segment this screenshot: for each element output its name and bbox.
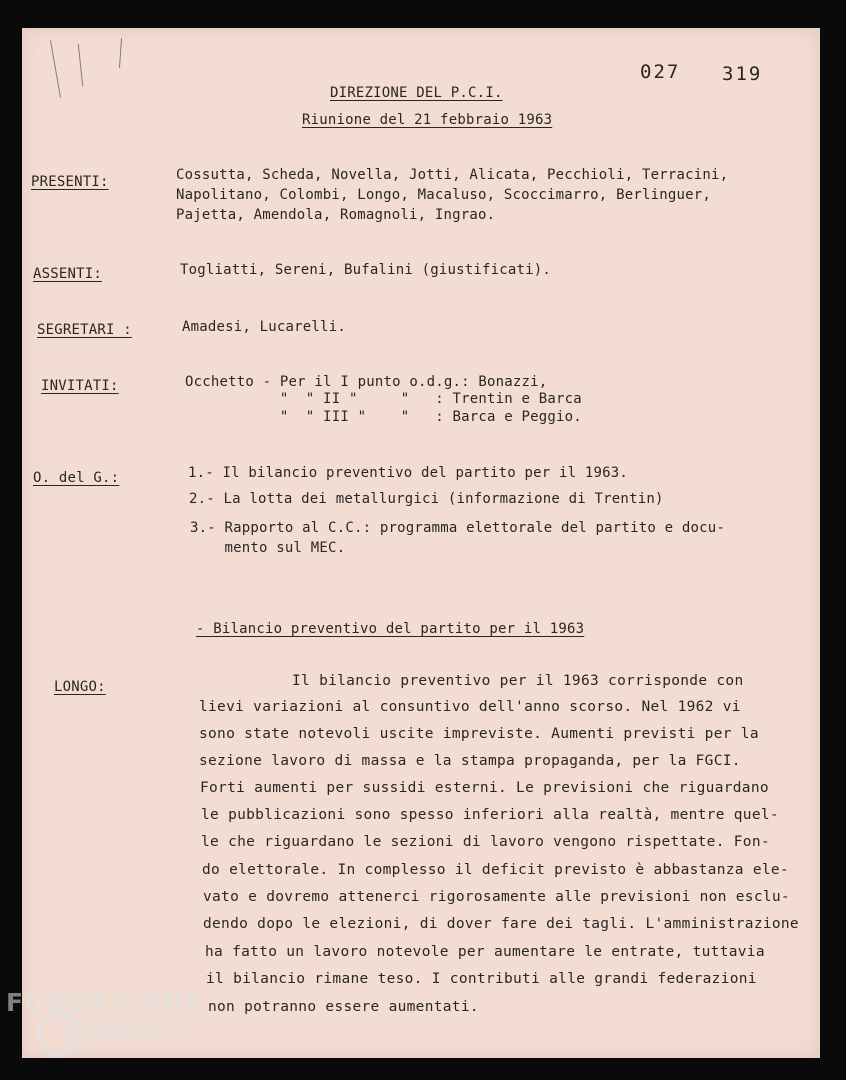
invitati-line: " " II " " : Trentin e Barca xyxy=(185,391,582,407)
odg-item: mento sul MEC. xyxy=(190,540,346,556)
body-line: Forti aumenti per sussidi esterni. Le previsioni che riguardano xyxy=(200,780,769,796)
body-line: ha fatto un lavoro notevole per aumentare le entrate, tuttavia xyxy=(205,944,765,960)
body-line: le pubblicazioni sono spesso inferiori alla realtà, mentre quel- xyxy=(201,807,779,823)
odg-item: 1.- Il bilancio preventivo del partito per il 1963. xyxy=(188,465,629,481)
invitati-label: INVITATI: xyxy=(41,378,119,394)
document-title: DIREZIONE DEL P.C.I. xyxy=(330,85,503,101)
body-line: non potranno essere aumentati. xyxy=(208,999,479,1015)
archive-number-right: 319 xyxy=(722,63,763,85)
body-line: Il bilancio preventivo per il 1963 corrisponde con xyxy=(292,673,744,689)
segretari-text: Amadesi, Lucarelli. xyxy=(182,319,346,335)
odg-item: 2.- La lotta dei metallurgici (informazione di Trentin) xyxy=(189,491,664,507)
presenti-line: Napolitano, Colombi, Longo, Macaluso, Scoccimarro, Berlinguer, xyxy=(176,187,711,203)
watermark-line1: FONDAZIONE xyxy=(6,988,203,1017)
body-line: lievi variazioni al consuntivo dell'anno scorso. Nel 1962 vi xyxy=(199,699,741,715)
speaker-label: LONGO: xyxy=(54,679,106,695)
watermark-line2: RAMSCI xyxy=(66,1018,182,1047)
body-line: sono state notevoli uscite impreviste. Aumenti previsti per la xyxy=(199,726,759,742)
body-line: il bilancio rimane teso. I contributi alle grandi federazioni xyxy=(206,971,757,987)
archive-number-left: 027 xyxy=(640,61,681,83)
segretari-label: SEGRETARI : xyxy=(37,322,132,338)
odg-label: O. del G.: xyxy=(33,470,120,486)
body-line: dendo dopo le elezioni, di dover fare dei tagli. L'amministrazione xyxy=(203,916,799,932)
presenti-label: PRESENTI: xyxy=(31,174,109,190)
section-heading-text: - Bilancio preventivo del partito per il 1963 xyxy=(196,621,585,637)
presenti-line: Pajetta, Amendola, Romagnoli, Ingrao. xyxy=(176,207,496,223)
body-line: sezione lavoro di massa e la stampa propaganda, per la FGCI. xyxy=(199,753,741,769)
presenti-line: Cossutta, Scheda, Novella, Jotti, Alicata, Pecchioli, Terracini, xyxy=(176,167,729,183)
invitati-line: " " III " " : Barca e Peggio. xyxy=(185,409,582,425)
meeting-date: Riunione del 21 febbraio 1963 xyxy=(302,112,553,128)
assenti-label: ASSENTI: xyxy=(33,266,103,282)
odg-item: 3.- Rapporto al C.C.: programma elettorale del partito e docu- xyxy=(190,520,725,536)
section-heading xyxy=(196,619,584,639)
body-line: le che riguardano le sezioni di lavoro vengono rispettate. Fon- xyxy=(201,834,770,850)
invitati-line: Occhetto - Per il I punto o.d.g.: Bonazzi, xyxy=(185,374,548,390)
fondazione-gramsci-watermark xyxy=(0,988,220,1068)
body-line: do elettorale. In complesso il deficit previsto è abbastanza ele- xyxy=(202,862,789,878)
body-line: vato e dovremo attenerci rigorosamente alle previsioni non esclu- xyxy=(203,889,790,905)
assenti-text: Togliatti, Sereni, Bufalini (giustificati). xyxy=(180,262,552,278)
